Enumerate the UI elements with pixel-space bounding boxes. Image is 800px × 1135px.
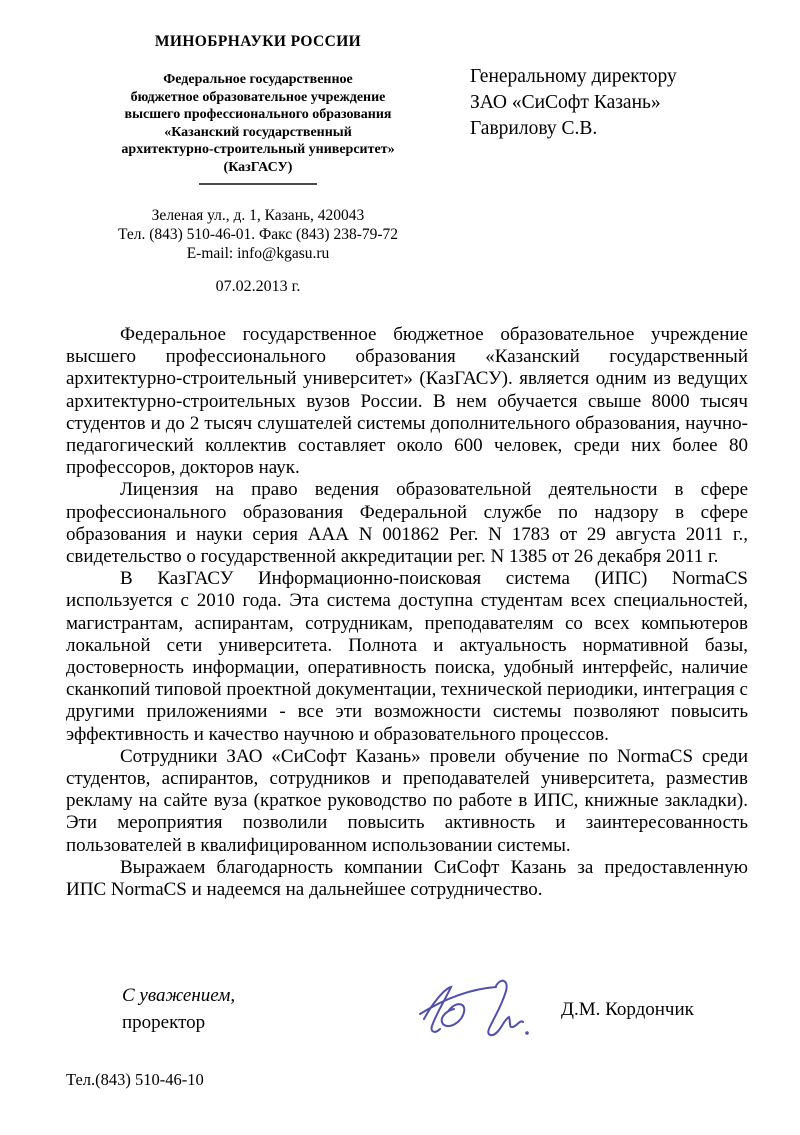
- body-paragraph: Выражаем благодарность компании СиСофт Казань за предоставленную ИПС NormaCS и надеемся на дальнейшее сотрудничество.: [66, 856, 748, 901]
- organization-name-line: (КазГАСУ): [223, 159, 293, 175]
- letterhead: [62, 33, 454, 296]
- organization-name-line: «Казанский государственный: [164, 124, 352, 140]
- organization-name: [62, 71, 454, 176]
- ministry-title: МИНОБРНАУКИ РОССИИ: [154, 33, 362, 50]
- footer-phone: Тел.(843) 510-46-10: [66, 1070, 204, 1089]
- address-line: E-mail: info@kgasu.ru: [186, 245, 330, 262]
- body-paragraph: Сотрудники ЗАО «СиСофт Казань» провели обучение по NormaCS среди студентов, аспирантов, сотрудников и преподавателей университета, разместив рекламу на сайте вуза (краткое руководство по работе в ИПС, книжные закладки). Эти мероприятия позволили повысить активность и заинтересованность пользователей в квалифицированном использовании системы.: [66, 745, 748, 856]
- letter-date: 07.02.2013 г.: [215, 278, 301, 295]
- organization-name-line: архитектурно-строительный университет»: [121, 142, 395, 157]
- address-line: Тел. (843) 510-46-01. Факс (843) 238-79-72: [117, 226, 399, 243]
- letterhead-address: [62, 206, 454, 263]
- organization-name-line: бюджетное образовательное учреждение: [130, 89, 386, 105]
- organization-name-line: Федеральное государственное: [163, 72, 353, 87]
- recipient-line: Генеральному директору: [470, 66, 677, 87]
- organization-name-line: высшего профессионального образования: [124, 107, 392, 122]
- letter-body: [66, 324, 748, 901]
- signatory-name: Д.М. Кордончик: [561, 999, 694, 1020]
- address-line: Зеленая ул., д. 1, Казань, 420043: [151, 207, 365, 224]
- letterhead-divider: [199, 183, 317, 185]
- closing-block: [122, 982, 235, 1036]
- signature-image: [408, 973, 538, 1058]
- body-paragraph: В КазГАСУ Информационно-поисковая система (ИПС) NormaCS используется с 2010 года. Эта система доступна студентам всех специальностей, магистрантам, аспирантам, сотрудникам, преподавателям со всех компьютеров локальной сети университета. Полнота и актуальность нормативной базы, достоверность информации, оперативность поиска, удобный интерфейс, наличие сканкопий типовой проектной документации, технической периодики, интеграция с другими приложениями - все эти возможности системы позволяют повысить эффективность и качество научною и образовательного процессов.: [66, 568, 748, 745]
- recipient-line: ЗАО «СиСофт Казань»: [470, 92, 661, 113]
- body-paragraph: Лицензия на право ведения образовательной деятельности в сфере профессионального образования Федеральной службе по надзору в сфере образования и науки серия ААА N 001862 Рег. N 1783 от 29 августа 2011 г., свидетельство о государственной аккредитации рег. N 1385 от 26 декабря 2011 г.: [66, 479, 748, 568]
- recipient-block: [470, 64, 677, 142]
- closing-salutation: С уважением,: [122, 985, 236, 1006]
- recipient-line: Гаврилову С.В.: [470, 118, 598, 139]
- signer-position: проректор: [122, 1012, 206, 1033]
- body-paragraph: Федеральное государственное бюджетное образовательное учреждение высшего профессионального образования «Казанский государственный архитектурно-строительный университет» (КазГАСУ). является одним из ведущих архитектурно-строительных вузов России. В нем обучается свыше 8000 тысяч студентов и до 2 тысяч слушателей системы дополнительного образования, научно-педагогический коллектив составляет около 600 человек, среди них более 80 профессоров, докторов наук.: [66, 324, 748, 479]
